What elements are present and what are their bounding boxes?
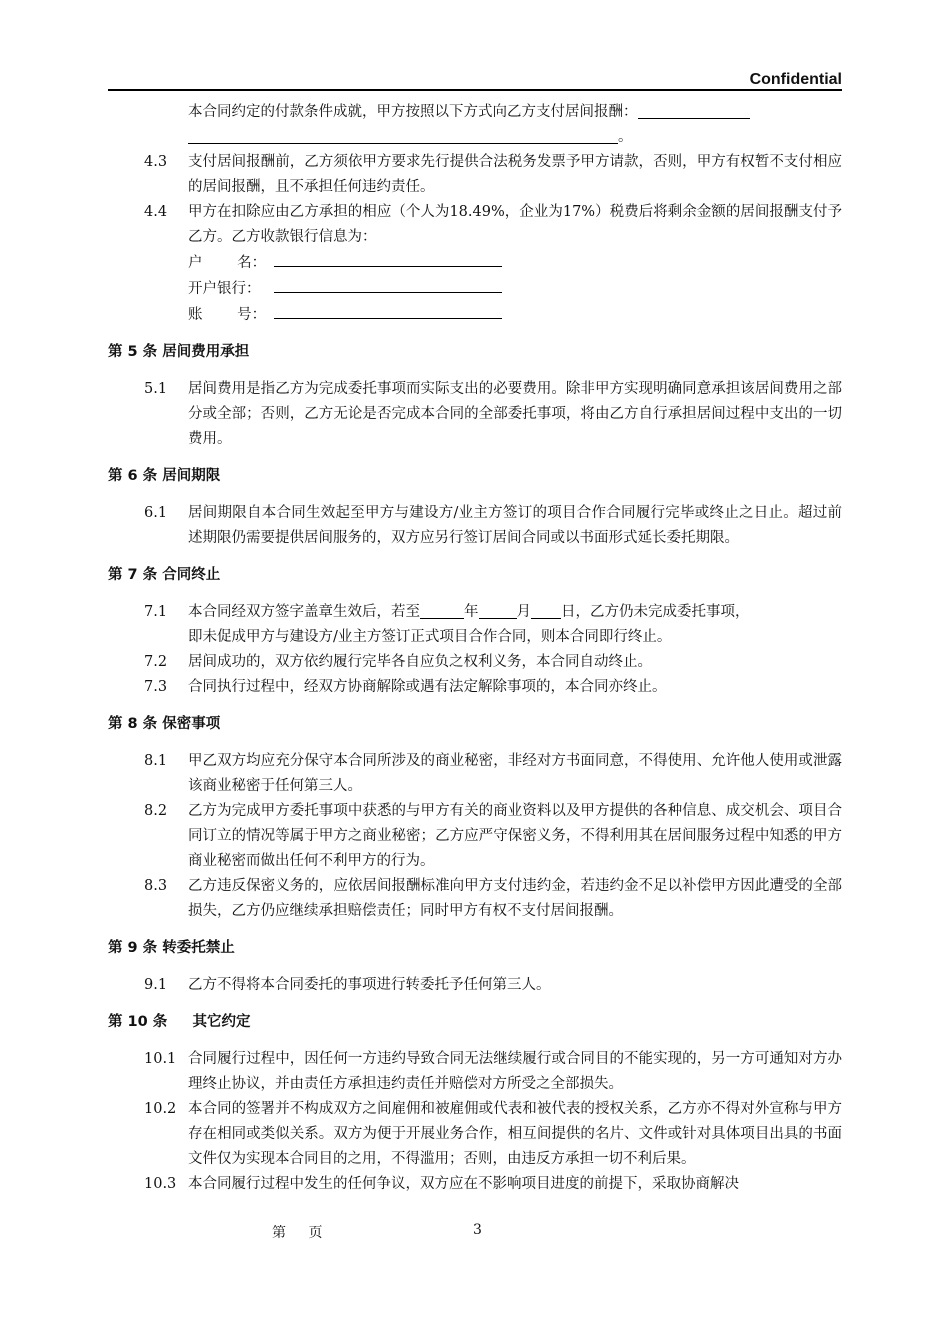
section-9-heading: 第 9 条 转委托禁止: [108, 940, 235, 956]
clause-text: 居间费用是指乙方为完成委托事项而实际支出的必要费用。除非甲方实现明确同意承担该居间费用之部分或全部；否则，乙方无论是否完成本合同的全部委托事项，将由乙方自行承担居间过程中支出的一切费用。: [188, 381, 842, 447]
bank-blank: [274, 276, 502, 293]
payment-terms-paragraph: [108, 100, 842, 150]
month-label: 月: [516, 604, 531, 620]
clause-9-1: [108, 973, 842, 998]
account-name-blank: [274, 250, 502, 267]
clause-8-3: [108, 874, 842, 924]
clause-text: 甲乙双方均应充分保守本合同所涉及的商业秘密，非经对方书面同意，不得使用、允许他人使用或泄露该商业秘密于任何第三人。: [188, 753, 842, 794]
page-header: [108, 70, 842, 91]
year-blank: [420, 602, 464, 619]
section-5-heading: 第 5 条 居间费用承担: [108, 344, 250, 360]
clause-10-3: [108, 1172, 842, 1197]
page-number: 3: [473, 1222, 482, 1238]
clause-number: 7.2: [144, 654, 168, 670]
section-6-heading: 第 6 条 居间期限: [108, 468, 221, 484]
account-name-label: 户 名：: [188, 255, 267, 271]
day-blank: [531, 602, 561, 619]
clause-text: 乙方不得将本合同委托的事项进行转委托予任何第三人。: [188, 977, 551, 993]
clause-10-2: [108, 1097, 842, 1172]
clause-text: [188, 600, 842, 650]
clause-number: 7.1: [144, 604, 168, 620]
clause-number: 8.1: [144, 753, 168, 769]
page-label: 第 页: [272, 1225, 323, 1241]
termination-text-b: 即未促成甲方与建设方/业主方签订正式项目合作合同，则本合同即行终止。: [188, 629, 672, 645]
clause-7-2: [108, 650, 842, 675]
payment-blank-1: [638, 102, 750, 119]
clause-number: 9.1: [144, 977, 168, 993]
clause-number: 10.2: [144, 1101, 177, 1117]
clause-text: 乙方为完成甲方委托事项中获悉的与甲方有关的商业资料以及甲方提供的各种信息、成交机会、项目合同订立的情况等属于甲方之商业秘密；乙方应严守保密义务，不得利用其在居间服务过程中知悉的甲方商业秘密而做出任何不利甲方的行为。: [188, 803, 842, 869]
clause-text: 合同执行过程中，经双方协商解除或遇有法定解除事项的，本合同亦终止。: [188, 679, 667, 695]
clause-number: 4.4: [144, 204, 168, 220]
section-8-heading: 第 8 条 保密事项: [108, 716, 221, 732]
clause-5-1: [108, 377, 842, 452]
clause-10-1: [108, 1047, 842, 1097]
clause-number: 4.3: [144, 154, 168, 170]
clause-text: 合同履行过程中，因任何一方违约导致合同无法继续履行或合同目的不能实现的，另一方可通知对方办理终止协议，并由责任方承担违约责任并赔偿对方所受之全部损失。: [188, 1051, 842, 1092]
clause-number: 10.1: [144, 1051, 177, 1067]
clause-8-1: [108, 749, 842, 799]
clause-text: 甲方在扣除应由乙方承担的相应（个人为18.49%，企业为17%）税费后将剩余金额的居间报酬支付予乙方。乙方收款银行信息为：: [188, 204, 842, 245]
confidential-label: Confidential: [749, 71, 842, 88]
clause-text: 本合同的签署并不构成双方之间雇佣和被雇佣或代表和被代表的授权关系，乙方亦不得对外宣称与甲方存在相同或类似关系。双方为便于开展业务合作，相互间提供的名片、文件或针对具体项目出具的书面文件仅为实现本合同目的之用，不得滥用；否则，由违反方承担一切不利后果。: [188, 1101, 842, 1167]
clause-number: 8.3: [144, 878, 168, 894]
clause-text: 乙方违反保密义务的，应依居间报酬标准向甲方支付违约金，若违约金不足以补偿甲方因此遭受的全部损失，乙方仍应继续承担赔偿责任；同时甲方有权不支付居间报酬。: [188, 878, 842, 919]
clause-7-3: [108, 675, 842, 700]
clause-text: 居间期限自本合同生效起至甲方与建设方/业主方签订的项目合作合同履行完毕或终止之日止。超过前述期限仍需要提供居间服务的，双方应另行签订居间合同或以书面形式延长委托期限。: [188, 505, 842, 546]
termination-text-a: 本合同经双方签字盖章生效后，若至: [188, 604, 420, 620]
payment-blank-2: [188, 127, 618, 144]
clause-number: 5.1: [144, 381, 168, 397]
account-number-label: 账 号：: [188, 307, 267, 323]
clause-text: 支付居间报酬前，乙方须依甲方要求先行提供合法税务发票予甲方请款，否则，甲方有权暂不支付相应的居间报酬，且不承担任何违约责任。: [188, 154, 842, 195]
bank-label: 开户银行：: [188, 281, 261, 297]
clause-text: 居间成功的，双方依约履行完毕各自应负之权利义务，本合同自动终止。: [188, 654, 652, 670]
clause-number: 10.3: [144, 1176, 177, 1192]
clause-8-2: [108, 799, 842, 874]
clause-text: 本合同履行过程中发生的任何争议，双方应在不影响项目进度的前提下，采取协商解决: [188, 1176, 739, 1192]
year-label: 年: [464, 604, 479, 620]
clause-7-1: [108, 600, 842, 650]
section-7-heading: 第 7 条 合同终止: [108, 567, 221, 583]
period: 。: [618, 129, 633, 145]
clause-4-3: [108, 150, 842, 200]
clause-number: 8.2: [144, 803, 168, 819]
payment-terms-text: 本合同约定的付款条件成就，甲方按照以下方式向乙方支付居间报酬：: [188, 104, 638, 120]
month-blank: [479, 602, 517, 619]
document-body: [108, 100, 842, 1197]
account-number-blank: [274, 302, 502, 319]
clause-4-4: [108, 200, 842, 250]
clause-number: 7.3: [144, 679, 168, 695]
section-10-heading: 第 10 条 其它约定: [108, 1014, 251, 1030]
day-label: 日，乙方仍未完成委托事项，: [561, 604, 750, 620]
clause-number: 6.1: [144, 505, 168, 521]
bank-info: [108, 250, 842, 328]
clause-6-1: [108, 501, 842, 551]
